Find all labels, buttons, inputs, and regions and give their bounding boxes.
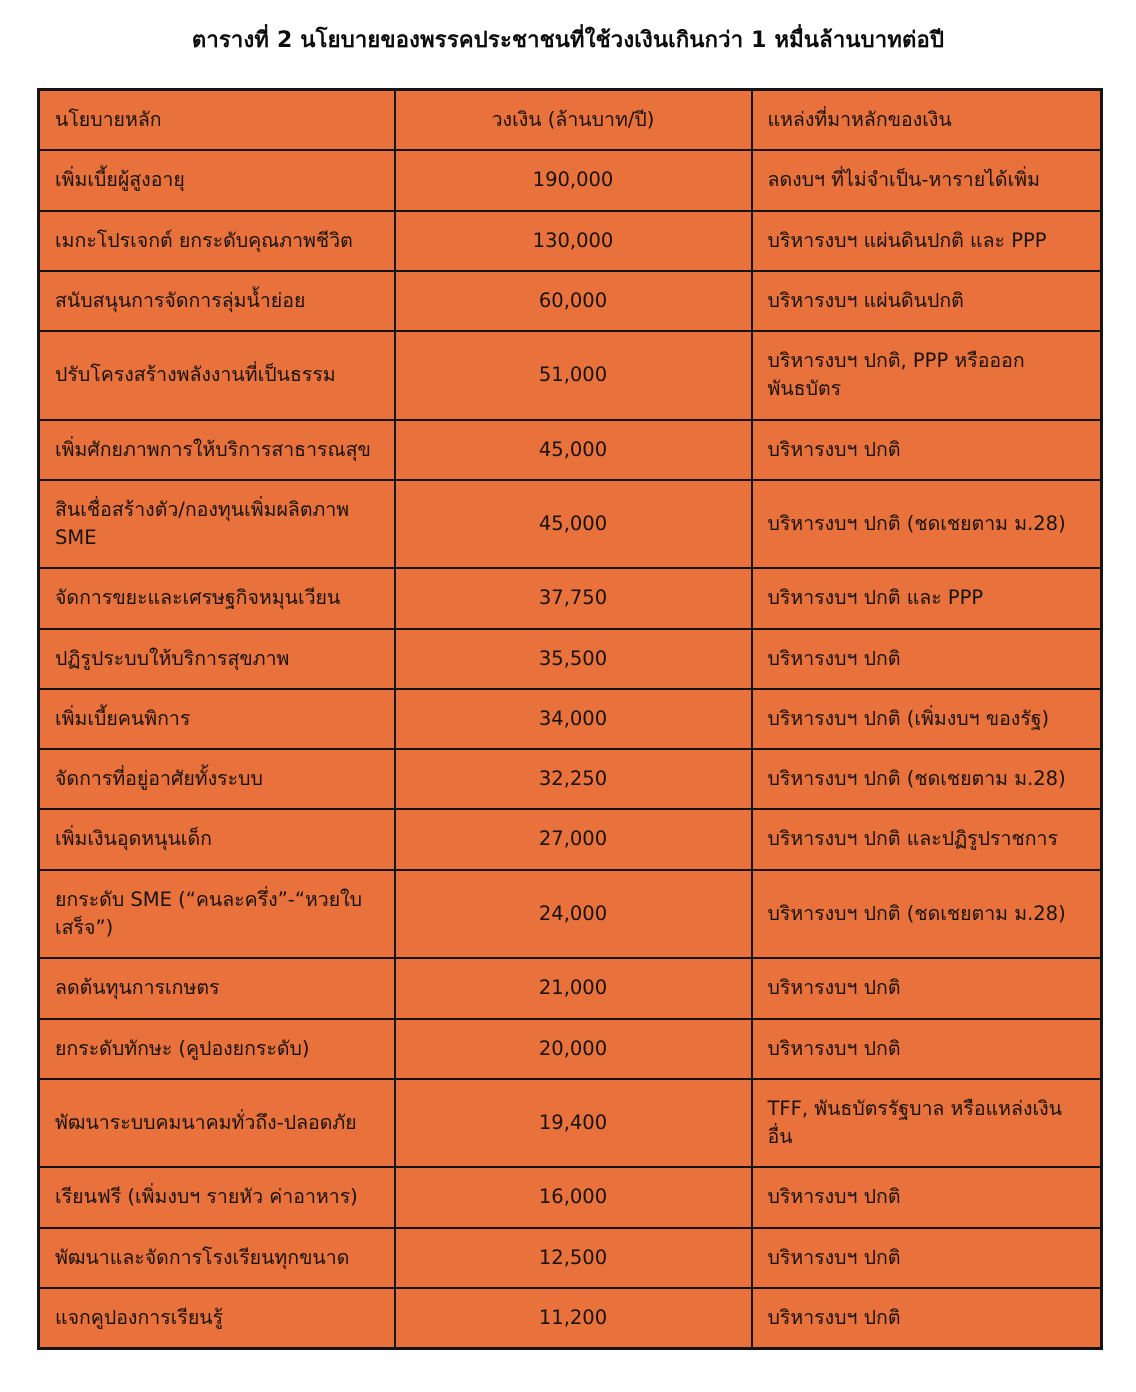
table-row [39, 1079, 1102, 1168]
amount-cell: 12,500 [395, 1228, 752, 1288]
table-row [39, 809, 1102, 869]
header-policy: นโยบายหลัก [39, 90, 395, 151]
amount-cell: 24,000 [395, 870, 752, 959]
policy-cell: ยกระดับทักษะ (คูปองยกระดับ) [39, 1019, 395, 1079]
amount-cell: 35,500 [395, 629, 752, 689]
source-cell: บริหารงบฯ ปกติ (ชดเชยตาม ม.28) [752, 749, 1102, 809]
header-amount: วงเงิน (ล้านบาท/ปี) [395, 90, 752, 151]
table-row [39, 749, 1102, 809]
policy-cell: จัดการที่อยู่อาศัยทั้งระบบ [39, 749, 395, 809]
source-cell: บริหารงบฯ ปกติ [752, 420, 1102, 480]
source-cell: ลดงบฯ ที่ไม่จำเป็น-หารายได้เพิ่ม [752, 150, 1102, 210]
table-row [39, 1288, 1102, 1349]
amount-cell: 19,400 [395, 1079, 752, 1168]
header-row [39, 90, 1102, 151]
table-row [39, 629, 1102, 689]
amount-cell: 27,000 [395, 809, 752, 869]
amount-cell: 45,000 [395, 420, 752, 480]
policy-cell: ปฏิรูประบบให้บริการสุขภาพ [39, 629, 395, 689]
policy-cell: ปรับโครงสร้างพลังงานที่เป็นธรรม [39, 331, 395, 420]
policy-cell: ยกระดับ SME (“คนละครึ่ง”-“หวยใบ​เสร็จ”) [39, 870, 395, 959]
amount-cell: 34,000 [395, 689, 752, 749]
amount-cell: 21,000 [395, 958, 752, 1018]
amount-cell: 20,000 [395, 1019, 752, 1079]
policy-budget-table [37, 88, 1103, 1350]
source-cell: บริหารงบฯ ปกติ และปฏิรูปราชการ [752, 809, 1102, 869]
policy-cell: สนับสนุนการจัดการลุ่มน้ำย่อย [39, 271, 395, 331]
policy-cell: สินเชื่อสร้างตัว/กองทุนเพิ่มผลิตภาพ SME [39, 480, 395, 569]
source-cell: บริหารงบฯ ปกติ [752, 958, 1102, 1018]
source-cell: บริหารงบฯ ปกติ และ PPP [752, 568, 1102, 628]
amount-cell: 51,000 [395, 331, 752, 420]
policy-cell: เพิ่มเงินอุดหนุนเด็ก [39, 809, 395, 869]
table-row [39, 1228, 1102, 1288]
source-cell: บริหารงบฯ ปกติ [752, 1228, 1102, 1288]
amount-cell: 130,000 [395, 211, 752, 271]
policy-cell: พัฒนาและจัดการโรงเรียนทุกขนาด [39, 1228, 395, 1288]
source-cell: บริหารงบฯ ปกติ [752, 629, 1102, 689]
table-row [39, 331, 1102, 420]
amount-cell: 45,000 [395, 480, 752, 569]
policy-cell: จัดการขยะและเศรษฐกิจหมุนเวียน [39, 568, 395, 628]
table-row [39, 958, 1102, 1018]
policy-cell: ลดต้นทุนการเกษตร [39, 958, 395, 1018]
table-row [39, 271, 1102, 331]
table-row [39, 568, 1102, 628]
policy-cell: เพิ่มเบี้ยผู้สูงอายุ [39, 150, 395, 210]
amount-cell: 16,000 [395, 1167, 752, 1227]
amount-cell: 190,000 [395, 150, 752, 210]
source-cell: TFF, พันธบัตรรัฐบาล หรือแหล่งเงิน​อื่น [752, 1079, 1102, 1168]
source-cell: บริหารงบฯ ปกติ (ชดเชยตาม ม.28) [752, 480, 1102, 569]
source-cell: บริหารงบฯ ปกติ [752, 1167, 1102, 1227]
source-cell: บริหารงบฯ ปกติ, PPP หรือออก​พันธบัตร [752, 331, 1102, 420]
policy-cell: เมกะโปรเจกต์ ยกระดับคุณภาพชีวิต [39, 211, 395, 271]
policy-cell: เรียนฟรี (เพิ่มงบฯ รายหัว ค่าอาหาร) [39, 1167, 395, 1227]
amount-cell: 37,750 [395, 568, 752, 628]
table-row [39, 211, 1102, 271]
table-row [39, 420, 1102, 480]
table-row [39, 1019, 1102, 1079]
amount-cell: 11,200 [395, 1288, 752, 1349]
source-cell: บริหารงบฯ แผ่นดินปกติ [752, 271, 1102, 331]
source-cell: บริหารงบฯ ปกติ [752, 1288, 1102, 1349]
policy-cell: เพิ่มเบี้ยคนพิการ [39, 689, 395, 749]
source-cell: บริหารงบฯ ปกติ (ชดเชยตาม ม.28) [752, 870, 1102, 959]
table-row [39, 1167, 1102, 1227]
source-cell: บริหารงบฯ ปกติ [752, 1019, 1102, 1079]
source-cell: บริหารงบฯ ปกติ (เพิ่มงบฯ ของรัฐ) [752, 689, 1102, 749]
policy-cell: เพิ่มศักยภาพการให้บริการ​สาธารณสุข [39, 420, 395, 480]
amount-cell: 60,000 [395, 271, 752, 331]
table-row [39, 480, 1102, 569]
policy-cell: พัฒนาระบบคมนาคมทั่วถึง-​ปลอดภัย [39, 1079, 395, 1168]
table-title: ตารางที่ 2 นโยบายของพรรคประชาชนที่ใช้วงเงินเกินกว่า 1 หมื่นล้านบาทต่อปี [191, 28, 945, 53]
source-cell: บริหารงบฯ แผ่นดินปกติ และ PPP [752, 211, 1102, 271]
table-row [39, 870, 1102, 959]
policy-cell: แจกคูปองการเรียนรู้ [39, 1288, 395, 1349]
table-row [39, 689, 1102, 749]
amount-cell: 32,250 [395, 749, 752, 809]
table-row [39, 150, 1102, 210]
header-source: แหล่งที่มาหลักของเงิน [752, 90, 1102, 151]
